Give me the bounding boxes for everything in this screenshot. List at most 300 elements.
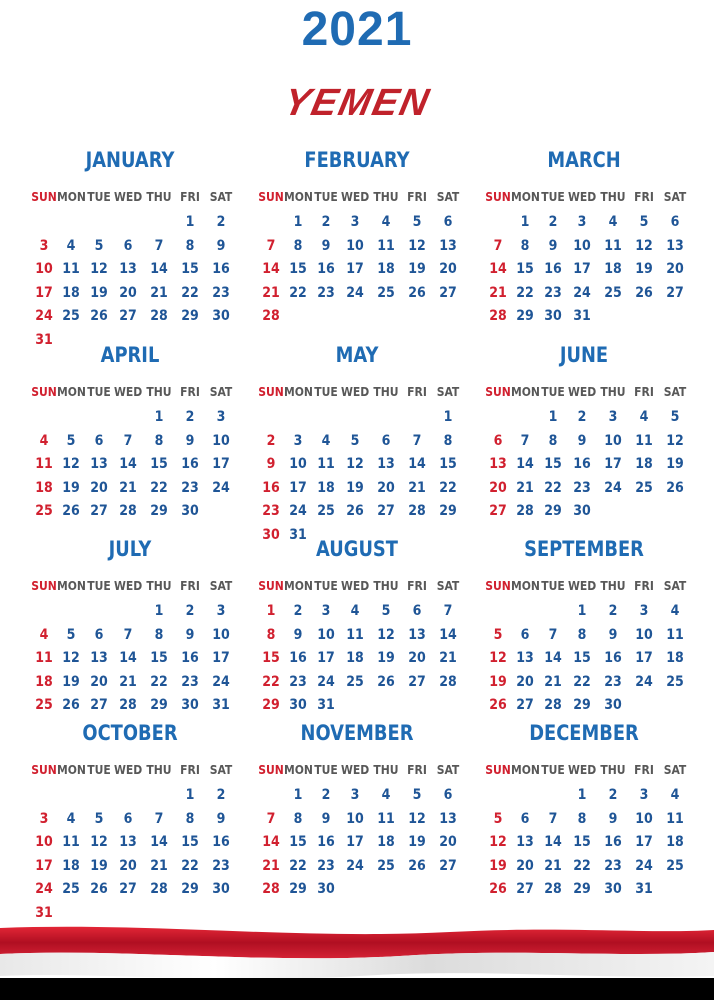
day-cell: 5 (66, 626, 76, 643)
day-cell: 4 (350, 603, 360, 619)
day-cell: 6 (520, 626, 530, 643)
day-cell: 22 (262, 673, 280, 690)
weekday-sun: SUN (258, 763, 284, 777)
day-cell: 20 (666, 261, 684, 277)
day-cell: 2 (185, 409, 195, 425)
day-cell: 4 (39, 432, 49, 449)
day-cell: 25 (666, 857, 684, 874)
day-cell: 25 (635, 479, 653, 496)
day-cell: 26 (90, 308, 108, 324)
weekday-tue: TUE (314, 385, 338, 399)
weekday-sat: SAT (209, 579, 233, 593)
day-cell: 5 (493, 626, 503, 643)
day-cell: 8 (293, 810, 303, 827)
day-cell: 11 (317, 456, 335, 472)
weekday-sat: SAT (209, 190, 233, 204)
day-cell: 6 (412, 603, 422, 619)
day-cell: 23 (604, 857, 622, 874)
month-name: APRIL (100, 343, 160, 367)
day-cell: 27 (666, 284, 684, 301)
day-cell: 26 (377, 673, 395, 690)
day-cell: 26 (346, 503, 364, 519)
day-cell: 12 (489, 650, 507, 666)
day-cell: 2 (216, 787, 226, 803)
day-cell: 2 (608, 787, 618, 803)
day-cell: 24 (212, 673, 230, 690)
day-cell: 24 (604, 479, 622, 496)
weekday-fri: FRI (180, 579, 200, 593)
day-cell: 13 (377, 456, 395, 472)
day-cell: 12 (408, 810, 426, 827)
weekday-thu: THU (600, 763, 626, 777)
day-cell: 5 (350, 432, 360, 449)
day-cell: 9 (185, 626, 195, 643)
day-cell: 10 (346, 237, 364, 254)
day-cell: 13 (119, 834, 137, 850)
day-cell: 24 (35, 881, 53, 897)
weekday-wed: WED (114, 763, 143, 777)
day-cell: 27 (516, 697, 534, 713)
day-cell: 7 (548, 626, 558, 643)
day-cell: 25 (377, 284, 395, 301)
weekday-thu: THU (373, 579, 399, 593)
day-cell: 5 (412, 787, 422, 803)
day-cell: 10 (212, 432, 230, 449)
day-cell: 10 (346, 810, 364, 827)
day-cell: 11 (35, 456, 53, 472)
day-cell: 14 (489, 261, 507, 277)
day-cell: 22 (181, 857, 199, 874)
day-cell: 25 (35, 697, 53, 713)
weekday-tue: TUE (87, 579, 111, 593)
day-cell: 19 (346, 479, 364, 496)
day-cell: 14 (544, 650, 562, 666)
day-cell: 16 (262, 479, 280, 496)
day-cell: 4 (608, 214, 618, 230)
day-cell: 28 (150, 881, 168, 897)
day-cell: 22 (150, 479, 168, 496)
day-cell: 10 (635, 626, 653, 643)
day-cell: 26 (90, 881, 108, 897)
day-cell: 18 (346, 650, 364, 666)
weekday-wed: WED (568, 579, 597, 593)
month-october (30, 721, 233, 921)
day-cell: 23 (262, 503, 280, 519)
day-cell: 25 (35, 503, 53, 519)
day-cell: 8 (185, 810, 195, 827)
day-cell: 8 (443, 432, 453, 449)
day-cell: 18 (666, 834, 684, 850)
weekday-thu: THU (600, 385, 626, 399)
day-cell: 18 (377, 834, 395, 850)
weekday-wed: WED (568, 763, 597, 777)
weekday-wed: WED (341, 385, 370, 399)
day-cell: 30 (212, 881, 230, 897)
day-cell: 21 (119, 479, 137, 496)
day-cell: 14 (439, 626, 457, 643)
weekday-sat: SAT (663, 579, 687, 593)
day-cell: 23 (212, 857, 230, 874)
month-january (30, 148, 233, 348)
day-cell: 3 (639, 787, 649, 803)
weekday-tue: TUE (314, 190, 338, 204)
weekday-fri: FRI (407, 190, 427, 204)
day-cell: 14 (544, 834, 562, 850)
weekday-tue: TUE (541, 763, 565, 777)
day-cell: 20 (377, 479, 395, 496)
yemen-flag-ribbon (0, 918, 714, 1000)
day-cell: 16 (181, 650, 199, 666)
day-cell: 25 (666, 673, 684, 690)
day-cell: 5 (639, 214, 649, 230)
day-cell: 15 (289, 261, 307, 277)
day-cell: 17 (35, 857, 53, 874)
day-cell: 9 (321, 810, 331, 827)
day-cell: 19 (62, 673, 80, 690)
day-cell: 13 (516, 650, 534, 666)
day-cell: 30 (181, 503, 199, 519)
day-cell: 27 (119, 881, 137, 897)
weekday-wed: WED (568, 190, 597, 204)
day-cell: 12 (62, 456, 80, 472)
day-cell: 7 (266, 237, 276, 254)
day-cell: 28 (408, 503, 426, 519)
day-cell: 21 (516, 479, 534, 496)
day-cell: 1 (520, 214, 530, 230)
day-cell: 4 (381, 214, 391, 230)
month-name: DECEMBER (529, 721, 639, 745)
day-cell: 27 (90, 697, 108, 713)
day-cell: 16 (317, 261, 335, 277)
day-cell: 9 (216, 237, 226, 254)
day-cell: 22 (289, 284, 307, 301)
day-cell: 7 (266, 810, 276, 827)
day-cell: 2 (321, 787, 331, 803)
weekday-tue: TUE (87, 763, 111, 777)
day-cell: 25 (604, 284, 622, 301)
day-cell: 2 (321, 214, 331, 230)
day-cell: 11 (62, 834, 80, 850)
weekday-mon: MON (511, 385, 540, 399)
day-cell: 19 (62, 479, 80, 496)
day-cell: 6 (443, 787, 453, 803)
day-cell: 17 (35, 284, 53, 301)
day-cell: 18 (666, 650, 684, 666)
day-cell: 13 (516, 834, 534, 850)
day-cell: 6 (123, 810, 133, 827)
month-name: MARCH (547, 148, 621, 172)
day-cell: 20 (119, 284, 137, 301)
weekday-mon: MON (511, 763, 540, 777)
day-cell: 11 (666, 810, 684, 827)
day-cell: 16 (604, 650, 622, 666)
day-cell: 14 (119, 650, 137, 666)
weekday-mon: MON (284, 385, 313, 399)
day-cell: 28 (516, 503, 534, 519)
day-cell: 8 (548, 432, 558, 449)
month-july (30, 537, 233, 727)
day-cell: 18 (604, 261, 622, 277)
day-cell: 17 (212, 456, 230, 472)
weekday-sun: SUN (485, 190, 511, 204)
day-cell: 4 (321, 432, 331, 449)
day-cell: 7 (443, 603, 453, 619)
day-cell: 1 (293, 214, 303, 230)
day-cell: 10 (35, 834, 53, 850)
day-cell: 26 (489, 697, 507, 713)
weekday-sat: SAT (436, 190, 460, 204)
day-cell: 21 (544, 673, 562, 690)
day-cell: 11 (635, 432, 653, 449)
weekday-mon: MON (284, 763, 313, 777)
weekday-thu: THU (146, 190, 172, 204)
day-cell: 27 (516, 881, 534, 897)
day-cell: 22 (439, 479, 457, 496)
day-cell: 30 (212, 308, 230, 324)
day-cell: 11 (35, 650, 53, 666)
weekday-fri: FRI (180, 190, 200, 204)
day-cell: 25 (346, 673, 364, 690)
weekday-mon: MON (57, 579, 86, 593)
day-cell: 5 (412, 214, 422, 230)
day-cell: 1 (577, 787, 587, 803)
weekday-sun: SUN (31, 190, 57, 204)
weekday-tue: TUE (87, 385, 111, 399)
day-cell: 6 (520, 810, 530, 827)
day-cell: 6 (94, 432, 104, 449)
day-cell: 28 (489, 308, 507, 324)
month-name: MAY (335, 343, 379, 367)
day-cell: 10 (635, 810, 653, 827)
day-cell: 24 (635, 673, 653, 690)
weekday-mon: MON (511, 190, 540, 204)
day-cell: 8 (185, 237, 195, 254)
day-cell: 18 (62, 857, 80, 874)
day-cell: 23 (573, 479, 591, 496)
day-cell: 31 (289, 526, 307, 543)
day-cell: 28 (119, 697, 137, 713)
day-cell: 23 (181, 479, 199, 496)
day-cell: 13 (489, 456, 507, 472)
day-cell: 7 (154, 237, 164, 254)
day-cell: 9 (321, 237, 331, 254)
weekday-wed: WED (341, 190, 370, 204)
day-cell: 14 (150, 834, 168, 850)
day-cell: 14 (262, 261, 280, 277)
weekday-tue: TUE (541, 385, 565, 399)
day-cell: 23 (544, 284, 562, 301)
day-cell: 12 (377, 626, 395, 643)
day-cell: 20 (90, 673, 108, 690)
day-cell: 29 (181, 881, 199, 897)
day-cell: 23 (317, 857, 335, 874)
day-cell: 4 (670, 603, 680, 619)
day-cell: 28 (262, 308, 280, 324)
day-cell: 24 (346, 857, 364, 874)
day-cell: 1 (443, 409, 453, 425)
weekday-mon: MON (57, 190, 86, 204)
weekday-sat: SAT (436, 763, 460, 777)
day-cell: 17 (604, 456, 622, 472)
day-cell: 2 (266, 432, 276, 449)
day-cell: 29 (516, 308, 534, 324)
day-cell: 15 (181, 834, 199, 850)
day-cell: 31 (212, 697, 230, 713)
day-cell: 11 (377, 810, 395, 827)
day-cell: 27 (439, 857, 457, 874)
day-cell: 7 (548, 810, 558, 827)
weekday-wed: WED (114, 190, 143, 204)
day-cell: 12 (90, 834, 108, 850)
month-name: SEPTEMBER (524, 537, 644, 561)
weekday-tue: TUE (541, 579, 565, 593)
day-cell: 24 (289, 503, 307, 519)
day-cell: 17 (212, 650, 230, 666)
day-cell: 30 (604, 881, 622, 897)
month-april (30, 343, 233, 533)
day-cell: 2 (216, 214, 226, 230)
day-cell: 5 (66, 432, 76, 449)
day-cell: 6 (443, 214, 453, 230)
day-cell: 15 (544, 456, 562, 472)
day-cell: 4 (39, 626, 49, 643)
day-cell: 29 (181, 308, 199, 324)
day-cell: 13 (119, 261, 137, 277)
day-cell: 2 (608, 603, 618, 619)
day-cell: 29 (573, 881, 591, 897)
weekday-wed: WED (114, 385, 143, 399)
day-cell: 6 (670, 214, 680, 230)
weekday-fri: FRI (180, 763, 200, 777)
weekday-thu: THU (146, 763, 172, 777)
day-cell: 1 (548, 409, 558, 425)
weekday-sat: SAT (663, 385, 687, 399)
weekday-sun: SUN (258, 385, 284, 399)
day-cell: 18 (35, 479, 53, 496)
day-cell: 17 (635, 834, 653, 850)
month-name: NOVEMBER (300, 721, 414, 745)
day-cell: 29 (544, 503, 562, 519)
day-cell: 13 (90, 456, 108, 472)
day-cell: 21 (150, 857, 168, 874)
day-cell: 4 (670, 787, 680, 803)
day-cell: 15 (262, 650, 280, 666)
day-cell: 29 (150, 503, 168, 519)
day-cell: 11 (604, 237, 622, 254)
weekday-fri: FRI (634, 579, 654, 593)
day-cell: 10 (573, 237, 591, 254)
day-cell: 16 (573, 456, 591, 472)
day-cell: 24 (35, 308, 53, 324)
day-cell: 16 (212, 834, 230, 850)
day-cell: 21 (119, 673, 137, 690)
day-cell: 10 (35, 261, 53, 277)
day-cell: 21 (408, 479, 426, 496)
day-cell: 17 (346, 834, 364, 850)
day-cell: 7 (493, 237, 503, 254)
day-cell: 15 (289, 834, 307, 850)
day-cell: 16 (289, 650, 307, 666)
month-name: OCTOBER (82, 721, 178, 745)
day-cell: 31 (573, 308, 591, 324)
day-cell: 1 (185, 787, 195, 803)
day-cell: 14 (262, 834, 280, 850)
day-cell: 31 (317, 697, 335, 713)
day-cell: 20 (90, 479, 108, 496)
weekday-thu: THU (373, 763, 399, 777)
weekday-sat: SAT (209, 385, 233, 399)
day-cell: 3 (639, 603, 649, 619)
flag-black-band (0, 978, 714, 1000)
day-cell: 25 (62, 308, 80, 324)
day-cell: 4 (381, 787, 391, 803)
day-cell: 7 (123, 432, 133, 449)
month-february (257, 148, 460, 338)
day-cell: 19 (408, 834, 426, 850)
weekday-mon: MON (511, 579, 540, 593)
weekday-mon: MON (284, 579, 313, 593)
weekday-sun: SUN (31, 763, 57, 777)
day-cell: 15 (573, 834, 591, 850)
day-cell: 28 (439, 673, 457, 690)
day-cell: 24 (212, 479, 230, 496)
day-cell: 13 (439, 237, 457, 254)
weekday-fri: FRI (634, 763, 654, 777)
day-cell: 5 (94, 237, 104, 254)
weekday-tue: TUE (314, 763, 338, 777)
day-cell: 30 (604, 697, 622, 713)
day-cell: 11 (62, 261, 80, 277)
day-cell: 29 (289, 881, 307, 897)
month-march (484, 148, 687, 338)
day-cell: 2 (548, 214, 558, 230)
day-cell: 15 (181, 261, 199, 277)
day-cell: 30 (573, 503, 591, 519)
day-cell: 3 (216, 603, 226, 619)
day-cell: 3 (293, 432, 303, 449)
day-cell: 27 (90, 503, 108, 519)
day-cell: 1 (266, 603, 276, 619)
day-cell: 23 (181, 673, 199, 690)
day-cell: 17 (289, 479, 307, 496)
weekday-fri: FRI (407, 763, 427, 777)
day-cell: 8 (293, 237, 303, 254)
day-cell: 6 (493, 432, 503, 449)
day-cell: 30 (289, 697, 307, 713)
day-cell: 20 (516, 857, 534, 874)
day-cell: 27 (439, 284, 457, 301)
day-cell: 29 (573, 697, 591, 713)
weekday-thu: THU (146, 579, 172, 593)
day-cell: 15 (573, 650, 591, 666)
day-cell: 22 (181, 284, 199, 301)
day-cell: 9 (266, 456, 276, 472)
month-august (257, 537, 460, 727)
day-cell: 17 (346, 261, 364, 277)
day-cell: 14 (150, 261, 168, 277)
day-cell: 22 (544, 479, 562, 496)
day-cell: 22 (573, 857, 591, 874)
weekday-wed: WED (568, 385, 597, 399)
day-cell: 19 (90, 284, 108, 301)
month-september (484, 537, 687, 727)
day-cell: 9 (577, 432, 587, 449)
day-cell: 21 (262, 284, 280, 301)
day-cell: 2 (577, 409, 587, 425)
day-cell: 26 (62, 503, 80, 519)
weekday-mon: MON (57, 763, 86, 777)
day-cell: 6 (94, 626, 104, 643)
